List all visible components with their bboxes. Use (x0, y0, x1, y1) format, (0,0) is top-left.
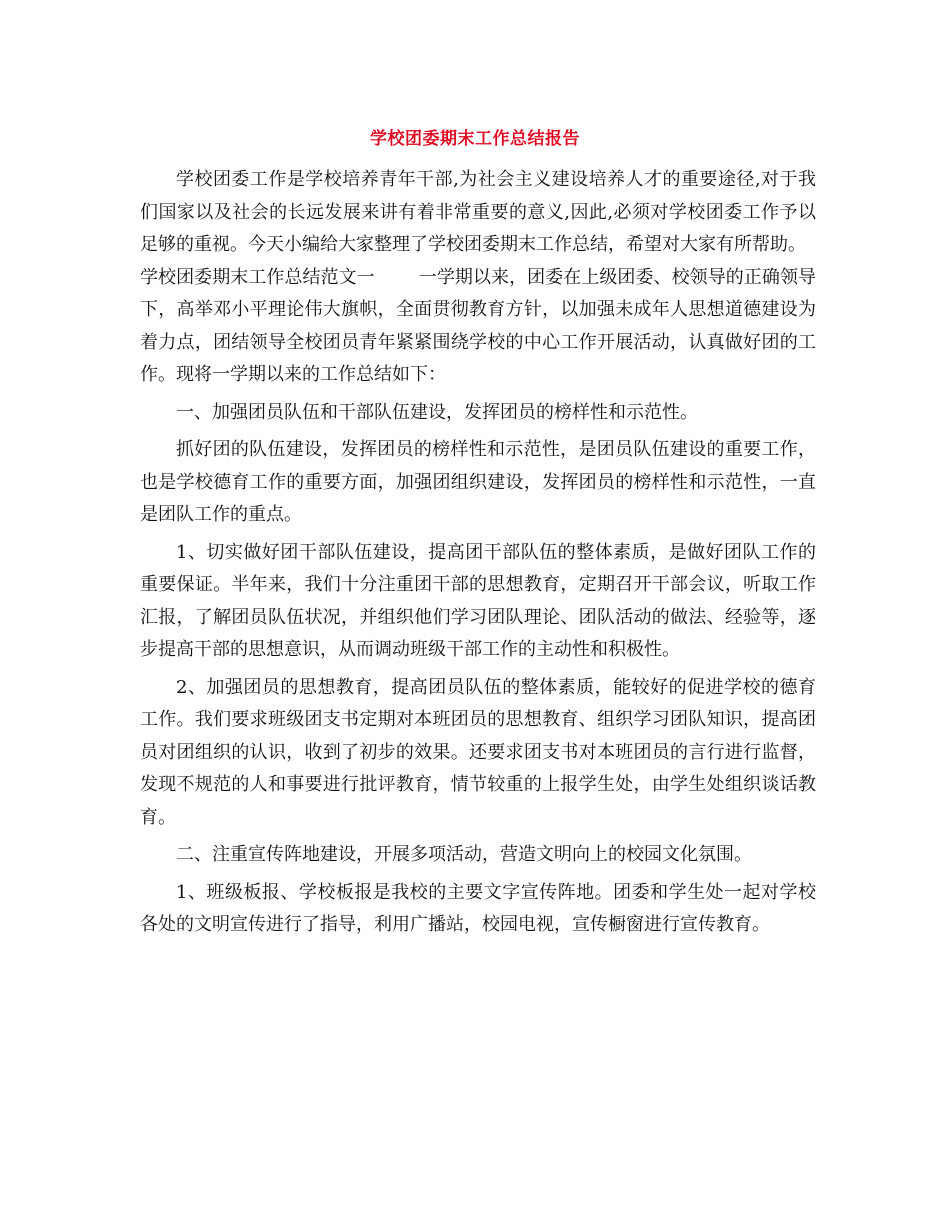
section-1-paragraph: 抓好团的队伍建设，发挥团员的榜样性和示范性，是团员队伍建设的重要工作，也是学校德育工作的重要方面，加强团组织建设，发挥团员的榜样性和示范性，一直是团队工作的重点。 (140, 439, 816, 525)
item-1-paragraph: 1、切实做好团干部队伍建设，提高团干部队伍的整体素质，是做好团队工作的重要保证。半年来，我们十分注重团干部的思想教育，定期召开干部会议，听取工作汇报，了解团员队伍状况，并组织他们学习团队理论、团队活动的做法、经验等，逐步提高干部的思想意识，从而调动班级干部工作的主动性和积极性。 (140, 541, 816, 660)
summary-text: 一学期以来，团委在上级团委、校领导的正确领导下，高举邓小平理论伟大旗帜，全面贯彻教育方针，以加强未成年人思想道德建设为着力点，团结领导全校团员青年紧紧围绕学校的中心工作开展活动，认真做好团的工作。现将一学期以来的工作总结如下： (140, 266, 817, 385)
section-2-item-1-paragraph: 1、班级板报、学校板报是我校的主要文字宣传阵地。团委和学生处一起对学校各处的文明宣传进行了指导，利用广播站，校园电视，宣传橱窗进行宣传教育。 (140, 881, 816, 935)
intro-paragraph: 学校团委工作是学校培养青年干部,为社会主义建设培养人才的重要途径,对于我们国家以及社会的长远发展来讲有着非常重要的意义,因此,必须对学校团委工作予以足够的重视。今天小编给大家整理了学校团委期末工作总结，希望对大家有所帮助。 (140, 169, 816, 255)
section-heading-1: 一、加强团员队伍和干部队伍建设，发挥团员的榜样性和示范性。 (176, 401, 698, 423)
item-2-paragraph: 2、加强团员的思想教育，提高团员队伍的整体素质，能较好的促进学校的德育工作。我们要求班级团支书定期对本班团员的思想教育、组织学习团队知识，提高团员对团组织的认识，收到了初步的效果。还要求团支书对本班团员的言行进行监督，发现不规范的人和事要进行批评教育，情节较重的上报学生处，由学生处组织谈话教育。 (140, 676, 816, 828)
document-title: 学校团委期末工作总结报告 (370, 129, 580, 149)
summary-paragraph (140, 262, 816, 392)
document-body (140, 164, 816, 942)
section-heading-2: 二、注重宣传阵地建设，开展多项活动，营造文明向上的校园文化氛围。 (176, 844, 752, 865)
sample-heading: 学校团委期末工作总结范文一 (140, 266, 375, 288)
